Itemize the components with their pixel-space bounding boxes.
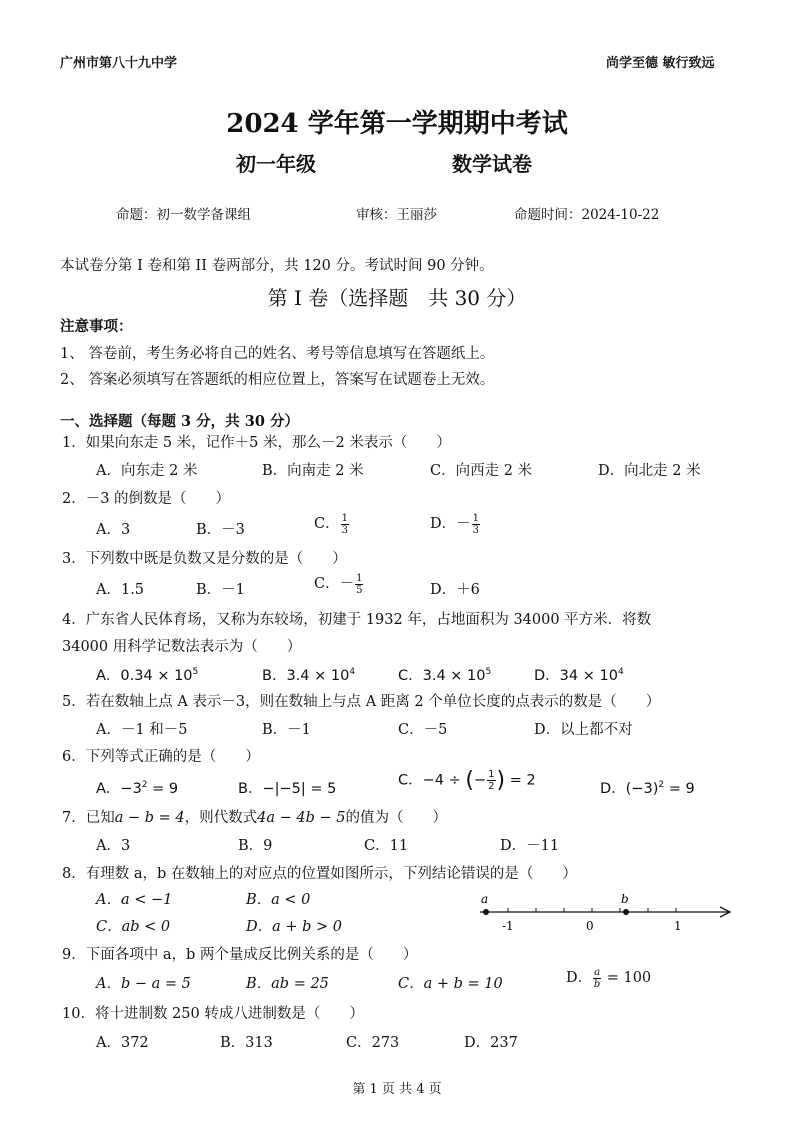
q8-option-a: A．a < −1 <box>96 892 173 908</box>
q10-option-b: B．313 <box>220 1035 273 1051</box>
point-b-label: b <box>621 892 629 906</box>
note-item: 1、 答卷前，考生务必将自己的姓名、考号等信息填写在答题纸上。 <box>60 346 495 362</box>
q1-option-c: C．向西走 2 米 <box>430 463 533 479</box>
section1-title: 第 I 卷（选择题 共 30 分） <box>267 286 527 310</box>
question-4-stem-line1: 4．广东省人民体育场，又称为东较场，初建于 1932 年，占地面积为 34000 平方米．将数 <box>62 612 652 628</box>
q1-option-d: D．向北走 2 米 <box>598 463 701 479</box>
q3-option-d: D．＋6 <box>430 582 480 598</box>
fraction: $\frac{a}{b}$ <box>593 966 601 990</box>
q1-option-b: B．向南走 2 米 <box>262 463 364 479</box>
q4-option-b: B．$3.4 \times 10^4$ <box>262 667 356 684</box>
q1-option-a: A．向东走 2 米 <box>96 463 198 479</box>
question-2-stem: 2．－3 的倒数是（ ） <box>62 491 231 507</box>
exam-intro: 本试卷分第 I 卷和第 II 卷两部分，共 120 分。考试时间 90 分钟。 <box>60 258 494 274</box>
q7-option-c: C．11 <box>364 838 409 854</box>
q5-option-b: B．－1 <box>262 722 311 738</box>
point-a <box>483 909 489 915</box>
tick-label: -1 <box>502 919 514 933</box>
point-b <box>623 909 629 915</box>
q10-option-a: A．372 <box>96 1035 149 1051</box>
date-info: 命题时间：2024-10-22 <box>514 207 660 223</box>
q3-option-a: A．1.5 <box>96 582 145 598</box>
question-10-stem: 10．将十进制数 250 转成八进制数是（ ） <box>62 1006 364 1022</box>
part1-heading: 一、选择题（每题 3 分，共 30 分） <box>60 413 299 430</box>
note-item: 2、 答案必须填写在答题纸的相应位置上，答案写在试题卷上无效。 <box>60 372 495 388</box>
question-4-stem-line2: 34000 用科学记数法表示为（ ） <box>62 639 302 655</box>
q4-option-d: D．$34 \times 10^4$ <box>534 667 624 684</box>
question-9-stem: 9．下面各项中 a，b 两个量成反比例关系的是（ ） <box>62 947 418 963</box>
school-name: 广州市第八十九中学 <box>60 56 178 71</box>
tick-label: 1 <box>674 919 682 933</box>
reviewer-info: 审核：王丽莎 <box>356 207 437 223</box>
q10-option-d: D．237 <box>464 1035 518 1051</box>
notes-title: 注意事项： <box>60 318 133 335</box>
q7-option-b: B．9 <box>238 838 273 854</box>
q9-option-b: B．ab = 25 <box>246 976 329 992</box>
grade-label: 初一年级 <box>236 152 316 176</box>
q2-option-c: C． $\frac{1}{3}$ <box>314 512 348 536</box>
q4-option-c: C．$3.4 \times 10^5$ <box>398 667 492 684</box>
q9-option-a: A．b − a = 5 <box>96 976 191 992</box>
q7-option-d: D．－11 <box>500 838 560 854</box>
question-6-stem: 6．下列等式正确的是（ ） <box>62 749 260 765</box>
q5-option-d: D．以上都不对 <box>534 722 633 738</box>
q6-option-b: B．−|−5| = 5 <box>238 781 337 797</box>
tick-label: 0 <box>586 919 594 933</box>
q6-option-c: C．−4 ÷ (− $\frac{1}{2}$ ) = 2 <box>398 768 536 793</box>
school-motto: 尚学至德 敏行致远 <box>606 56 715 71</box>
subject-label: 数学试卷 <box>452 152 532 176</box>
question-5-stem: 5．若在数轴上点 A 表示－3，则在数轴上与点 A 距离 2 个单位长度的点表示的数是（ ） <box>62 694 661 710</box>
exam-title: 2024 学年第一学期期中考试 <box>226 109 568 139</box>
fraction: $\frac{1}{3}$ <box>341 512 348 536</box>
q4-option-a: A．$0.34 \times 10^5$ <box>96 667 199 684</box>
question-3-stem: 3．下列数中既是负数又是分数的是（ ） <box>62 551 347 567</box>
q10-option-c: C．273 <box>346 1035 400 1051</box>
question-8-stem: 8．有理数 a，b 在数轴上的对应点的位置如图所示，下列结论错误的是（ ） <box>62 866 577 882</box>
author-info: 命题：初一数学备课组 <box>116 207 251 223</box>
q9-option-d: D． $\frac{a}{b}$ = 100 <box>566 966 652 990</box>
q7-option-a: A．3 <box>96 838 131 854</box>
q2-option-b: B．－3 <box>196 522 245 538</box>
q2-option-d: D．－ $\frac{1}{3}$ <box>430 512 480 536</box>
fraction: $\frac{1}{2}$ <box>488 769 495 792</box>
q8-option-b: B．a < 0 <box>246 892 311 908</box>
q5-option-a: A．－1 和－5 <box>96 722 188 738</box>
q6-option-a: A．$-3^2 = 9$ <box>96 780 179 797</box>
q3-option-c: C．－ $\frac{1}{5}$ <box>314 572 363 596</box>
q5-option-c: C．－5 <box>398 722 448 738</box>
number-line-diagram <box>470 890 740 940</box>
question-7-stem: 7．已知a − b = 4，则代数式4a − 4b − 5的值为（ ） <box>62 810 447 826</box>
question-1-stem: 1．如果向东走 5 米，记作＋5 米，那么－2 米表示（ ） <box>62 435 451 451</box>
q2-option-a: A．3 <box>96 522 131 538</box>
q6-option-d: D．$(-3)^2 = 9$ <box>600 780 695 797</box>
fraction: $\frac{1}{5}$ <box>356 572 363 596</box>
page-footer: 第 1 页 共 4 页 <box>352 1082 442 1097</box>
q8-option-c: C．ab < 0 <box>96 919 171 935</box>
q8-option-d: D．a + b > 0 <box>246 919 343 935</box>
q9-option-c: C．a + b = 10 <box>398 976 503 992</box>
point-a-label: a <box>481 892 489 906</box>
q3-option-b: B．－1 <box>196 582 245 598</box>
fraction: $\frac{1}{3}$ <box>472 512 480 536</box>
